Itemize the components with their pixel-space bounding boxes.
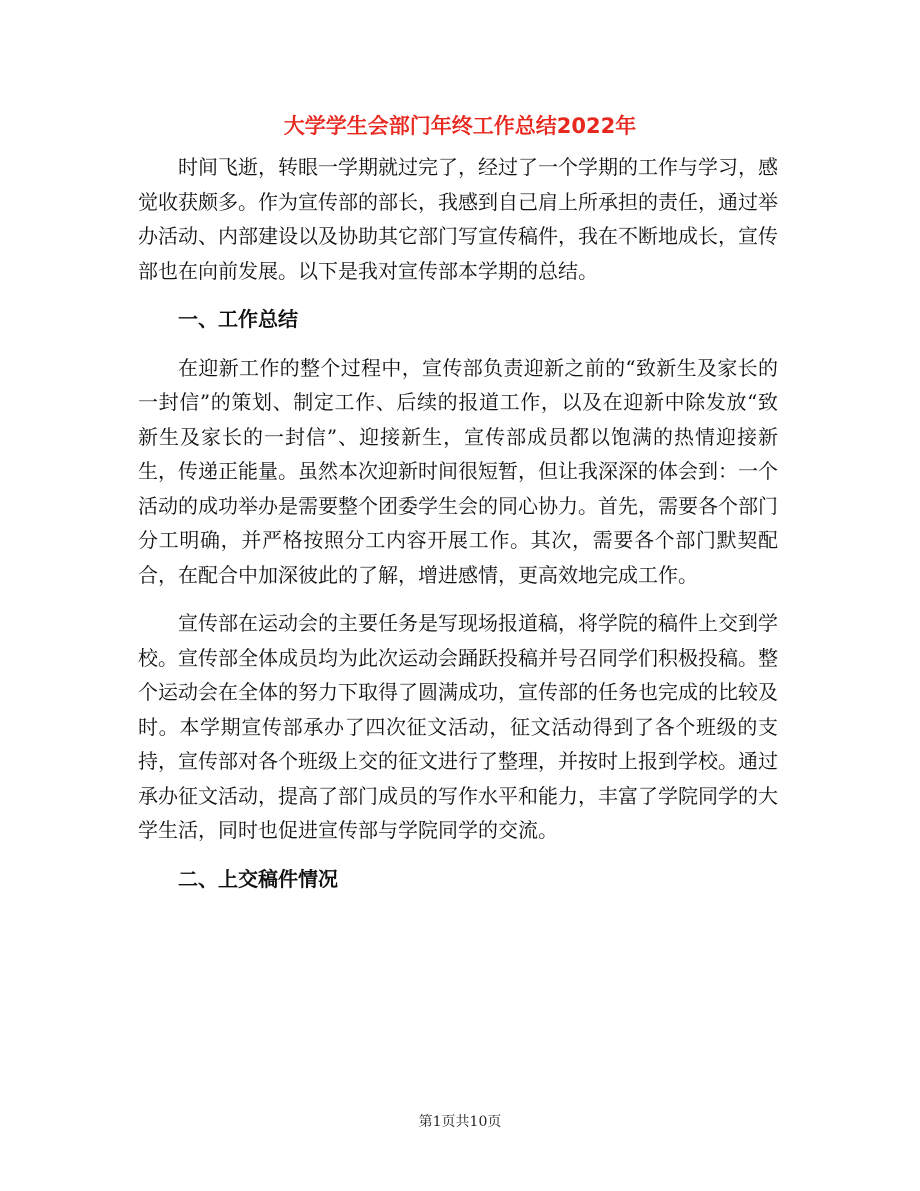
intro-paragraph: 时间飞逝，转眼一学期就过完了，经过了一个学期的工作与学习，感觉收获颇多。作为宣传部的部长，我感到自己肩上所承担的责任，通过举办活动、内部建设以及协助其它部门写宣传稿件，我在不断地成长，宣传部也在向前发展。以下是我对宣传部本学期的总结。 [138,155,778,283]
paragraph-orientation: 在迎新工作的整个过程中，宣传部负责迎新之前的“致新生及家长的一封信”的策划、制定工作、后续的报道工作，以及在迎新中除发放“致新生及家长的一封信”、迎接新生，宣传部成员都以饱满的热情迎接新生，传递正能量。虽然本次迎新时间很短暂，但让我深深的体会到：一个活动的成功举办是需要整个团委学生会的同心协力。首先，需要各个部门分工明确，并严格按照分工内容开展工作。其次，需要各个部门默契配合，在配合中加深彼此的了解，增进感情，更高效地完成工作。 [138,355,778,587]
paragraph-sports-meeting: 宣传部在运动会的主要任务是写现场报道稿，将学院的稿件上交到学校。宣传部全体成员均为此次运动会踊跃投稿并号召同学们积极投稿。整个运动会在全体的努力下取得了圆满成功，宣传部的任务也完成的比较及时。本学期宣传部承办了四次征文活动，征文活动得到了各个班级的支持，宣传部对各个班级上交的征文进行了整理，并按时上报到学校。通过承办征文活动，提高了部门成员的写作水平和能力，丰富了学院同学的大学生活，同时也促进宣传部与学院同学的交流。 [138,611,778,842]
page-number: 第1页共10页 [418,1114,502,1130]
section-heading-submissions: 二、上交稿件情况 [178,866,338,891]
section-heading-work-summary: 一、工作总结 [178,307,298,331]
document-body [138,150,778,896]
document-title: 大学学生会部门年终工作总结2022年 [283,114,637,138]
